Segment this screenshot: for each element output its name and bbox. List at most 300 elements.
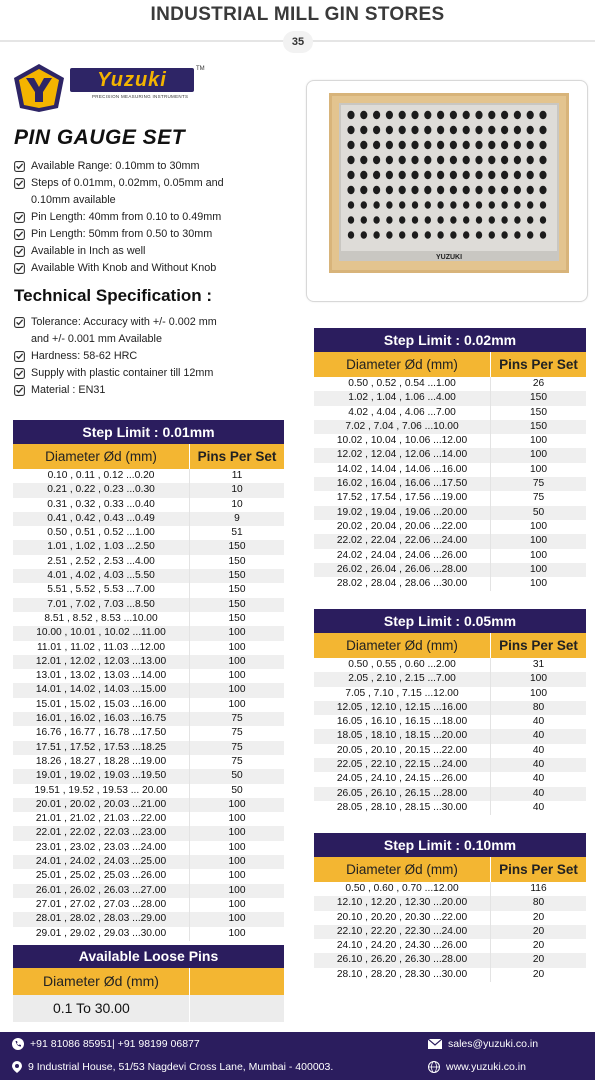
table-row bbox=[13, 555, 284, 569]
pins-cell: 100 bbox=[189, 898, 284, 912]
table-row bbox=[314, 506, 586, 520]
table-row bbox=[13, 826, 284, 840]
feature-item bbox=[14, 243, 304, 260]
pins-cell: 100 bbox=[189, 626, 284, 640]
checkbox-check-icon bbox=[14, 178, 25, 189]
table-row bbox=[13, 540, 284, 554]
table-row bbox=[13, 784, 284, 798]
pins-cell: 50 bbox=[189, 769, 284, 783]
pin-hole bbox=[386, 186, 393, 194]
pins-cell: 75 bbox=[189, 726, 284, 740]
table-title: Step Limit : 0.02mm bbox=[314, 328, 586, 352]
pin-hole bbox=[476, 216, 482, 224]
feature-item bbox=[14, 158, 304, 175]
pin-hole bbox=[424, 156, 431, 164]
table-row bbox=[314, 448, 586, 462]
pin-hole bbox=[450, 201, 456, 209]
pin-hole bbox=[386, 171, 393, 179]
diameter-cell: 19.02 , 19.04 , 19.06 ...20.00 bbox=[314, 506, 490, 520]
feature-list bbox=[14, 158, 304, 277]
diameter-cell: 28.05 , 28.10 , 28.15 ...30.00 bbox=[314, 801, 490, 815]
pins-cell: 50 bbox=[490, 506, 586, 520]
store-name: INDUSTRIAL MILL GIN STORES bbox=[150, 4, 445, 25]
feature-text: Available With Knob and Without Knob bbox=[31, 262, 217, 274]
pin-hole bbox=[360, 186, 367, 194]
pin-hole bbox=[347, 126, 354, 134]
pins-cell: 20 bbox=[490, 968, 586, 982]
pin-hole bbox=[373, 216, 379, 224]
table-row bbox=[314, 953, 586, 967]
pin-hole bbox=[347, 171, 354, 179]
pin-hole bbox=[360, 141, 367, 149]
diameter-cell: 10.00 , 10.01 , 10.02 ...11.00 bbox=[13, 626, 189, 640]
feature-text: Pin Length: 50mm from 0.50 to 30mm bbox=[31, 228, 213, 240]
pin-hole bbox=[539, 186, 546, 194]
pins-column-header: Pins Per Set bbox=[490, 352, 586, 377]
pin-hole bbox=[539, 111, 546, 119]
tech-item bbox=[14, 314, 304, 331]
pins-cell: 100 bbox=[490, 672, 586, 686]
diameter-cell: 24.05 , 24.10 , 24.15 ...26.00 bbox=[314, 772, 490, 786]
table-row bbox=[13, 927, 284, 941]
diameter-cell: 25.01 , 25.02 , 25.03 ...26.00 bbox=[13, 869, 189, 883]
table-row bbox=[13, 869, 284, 883]
tech-item bbox=[14, 382, 304, 399]
tech-text: Supply with plastic container till 12mm bbox=[31, 367, 214, 379]
pin-hole bbox=[514, 171, 521, 179]
pin-hole bbox=[501, 186, 508, 194]
pin-hole bbox=[514, 216, 520, 224]
table-row bbox=[13, 598, 284, 612]
diameter-cell: 12.05 , 12.10 , 12.15 ...16.00 bbox=[314, 701, 490, 715]
pin-hole bbox=[424, 141, 431, 149]
pin-hole bbox=[373, 141, 380, 149]
step-0-10-table bbox=[314, 833, 586, 982]
pins-cell: 100 bbox=[490, 463, 586, 477]
pins-cell: 100 bbox=[189, 826, 284, 840]
pin-hole bbox=[488, 126, 495, 134]
diameter-column-header: Diameter Ød (mm) bbox=[314, 633, 490, 658]
pin-hole bbox=[411, 111, 418, 119]
diameter-cell: 22.02 , 22.04 , 22.06 ...24.00 bbox=[314, 534, 490, 548]
pins-cell: 40 bbox=[490, 787, 586, 801]
pin-hole bbox=[399, 156, 406, 164]
pin-hole bbox=[475, 186, 482, 194]
pins-cell: 100 bbox=[490, 687, 586, 701]
pins-cell: 100 bbox=[490, 448, 586, 462]
pins-cell: 75 bbox=[490, 491, 586, 505]
tech-item bbox=[14, 348, 304, 365]
pins-cell: 50 bbox=[189, 784, 284, 798]
pins-cell: 150 bbox=[189, 540, 284, 554]
table-row bbox=[13, 569, 284, 583]
diameter-cell: 7.02 , 7.04 , 7.06 ...10.00 bbox=[314, 420, 490, 434]
pin-hole bbox=[437, 126, 444, 134]
pin-hole bbox=[399, 126, 406, 134]
pins-cell: 75 bbox=[189, 712, 284, 726]
pin-hole bbox=[540, 216, 546, 224]
pins-cell: 100 bbox=[490, 534, 586, 548]
pin-hole bbox=[347, 111, 354, 119]
checkbox-check-icon bbox=[14, 263, 25, 274]
table-row bbox=[314, 882, 586, 896]
pin-hole bbox=[399, 171, 406, 179]
pins-cell: 150 bbox=[189, 555, 284, 569]
pin-hole bbox=[360, 111, 367, 119]
pin-gauge-box-image bbox=[329, 93, 569, 273]
pins-cell: 31 bbox=[490, 658, 586, 672]
pin-hole bbox=[527, 186, 534, 194]
pin-hole bbox=[347, 141, 354, 149]
table-title: Step Limit : 0.05mm bbox=[314, 609, 586, 633]
table-title: Step Limit : 0.01mm bbox=[13, 420, 284, 444]
pin-hole bbox=[476, 201, 482, 209]
pins-cell: 150 bbox=[490, 406, 586, 420]
pins-column-header: Pins Per Set bbox=[490, 857, 586, 882]
pin-hole bbox=[488, 111, 495, 119]
diameter-cell: 17.51 , 17.52 , 17.53 ...18.25 bbox=[13, 741, 189, 755]
brand-name: Yuzuki bbox=[70, 68, 194, 92]
table-row bbox=[13, 626, 284, 640]
pin-hole bbox=[501, 216, 507, 224]
table-row bbox=[314, 377, 586, 391]
globe-icon bbox=[428, 1061, 440, 1073]
pins-cell: 10 bbox=[189, 498, 284, 512]
feature-text: Available Range: 0.10mm to 30mm bbox=[31, 160, 200, 172]
pins-cell: 75 bbox=[189, 755, 284, 769]
pin-hole bbox=[475, 126, 482, 134]
pin-hole bbox=[424, 171, 431, 179]
pins-cell: 150 bbox=[189, 598, 284, 612]
table-row bbox=[13, 841, 284, 855]
pin-hole bbox=[539, 171, 546, 179]
pin-hole bbox=[425, 231, 431, 239]
pin-hole bbox=[501, 231, 507, 239]
pins-cell: 10 bbox=[189, 483, 284, 497]
pin-hole bbox=[425, 201, 431, 209]
checkbox-check-icon bbox=[14, 161, 25, 172]
diameter-cell: 22.10 , 22.20 , 22.30 ...24.00 bbox=[314, 925, 490, 939]
tech-item bbox=[14, 365, 304, 382]
pins-cell: 100 bbox=[189, 841, 284, 855]
pin-hole bbox=[411, 186, 418, 194]
table-body bbox=[314, 658, 586, 815]
pin-hole bbox=[527, 156, 534, 164]
pin-hole bbox=[361, 216, 367, 224]
brand-trademark: TM bbox=[196, 66, 205, 72]
table-body bbox=[13, 469, 284, 941]
pins-cell: 40 bbox=[490, 715, 586, 729]
email-line bbox=[428, 1038, 538, 1050]
pins-cell: 116 bbox=[490, 882, 586, 896]
diameter-cell: 22.01 , 22.02 , 22.03 ...23.00 bbox=[13, 826, 189, 840]
pin-hole bbox=[488, 156, 495, 164]
pins-cell: 100 bbox=[189, 669, 284, 683]
table-row bbox=[314, 758, 586, 772]
pins-cell: 150 bbox=[490, 420, 586, 434]
table-body bbox=[314, 882, 586, 982]
pin-hole bbox=[527, 201, 533, 209]
table-row bbox=[314, 534, 586, 548]
pins-cell: 20 bbox=[490, 911, 586, 925]
diameter-cell: 12.02 , 12.04 , 12.06 ...14.00 bbox=[314, 448, 490, 462]
pins-cell: 51 bbox=[189, 526, 284, 540]
pin-hole bbox=[373, 186, 380, 194]
pin-hole bbox=[450, 141, 457, 149]
pin-hole bbox=[386, 201, 392, 209]
table-row bbox=[13, 769, 284, 783]
diameter-cell: 7.05 , 7.10 , 7.15 ...12.00 bbox=[314, 687, 490, 701]
pin-hole bbox=[373, 126, 380, 134]
step-0-01-table bbox=[13, 420, 284, 941]
pins-cell: 100 bbox=[189, 927, 284, 941]
table-row bbox=[314, 939, 586, 953]
diameter-cell: 26.01 , 26.02 , 26.03 ...27.00 bbox=[13, 884, 189, 898]
pin-hole bbox=[347, 156, 354, 164]
diameter-cell: 0.50 , 0.55 , 0.60 ...2.00 bbox=[314, 658, 490, 672]
page-header bbox=[0, 0, 595, 48]
feature-text: Available in Inch as well bbox=[31, 245, 146, 257]
website-url[interactable]: www.yuzuki.co.in bbox=[446, 1061, 526, 1073]
pin-hole bbox=[399, 186, 406, 194]
table-row bbox=[13, 641, 284, 655]
table-row bbox=[314, 715, 586, 729]
pins-cell: 100 bbox=[189, 855, 284, 869]
pin-hole bbox=[386, 141, 393, 149]
diameter-cell: 4.02 , 4.04 , 4.06 ...7.00 bbox=[314, 406, 490, 420]
contact-footer bbox=[0, 1032, 595, 1080]
table-row bbox=[314, 463, 586, 477]
pins-cell: 80 bbox=[490, 701, 586, 715]
diameter-cell: 0.50 , 0.60 , 0.70 ...12.00 bbox=[314, 882, 490, 896]
pin-hole bbox=[527, 111, 534, 119]
diameter-cell: 14.02 , 14.04 , 14.06 ...16.00 bbox=[314, 463, 490, 477]
feature-item bbox=[14, 260, 304, 277]
pin-hole bbox=[437, 201, 443, 209]
pin-hole bbox=[399, 231, 405, 239]
pin-hole bbox=[489, 231, 495, 239]
table-row bbox=[13, 884, 284, 898]
website-line bbox=[428, 1061, 526, 1073]
pin-hole bbox=[437, 171, 444, 179]
diameter-cell: 8.51 , 8.52 , 8.53 ...10.00 bbox=[13, 612, 189, 626]
pin-hole bbox=[514, 186, 521, 194]
table-body bbox=[314, 377, 586, 591]
tech-item bbox=[14, 331, 304, 348]
tech-text: Hardness: 58-62 HRC bbox=[31, 350, 138, 362]
pin-hole bbox=[527, 216, 533, 224]
diameter-cell: 0.50 , 0.52 , 0.54 ...1.00 bbox=[314, 377, 490, 391]
pin-hole bbox=[489, 201, 495, 209]
step-0-02-table bbox=[314, 328, 586, 591]
feature-item bbox=[14, 192, 304, 209]
table-row bbox=[314, 549, 586, 563]
pins-cell: 9 bbox=[189, 512, 284, 526]
pin-hole bbox=[411, 141, 418, 149]
diameter-column-header: Diameter Ød (mm) bbox=[314, 352, 490, 377]
table-row bbox=[314, 744, 586, 758]
diameter-cell: 19.01 , 19.02 , 19.03 ...19.50 bbox=[13, 769, 189, 783]
diameter-cell: 14.01 , 14.02 , 14.03 ...15.00 bbox=[13, 683, 189, 697]
diameter-cell: 12.01 , 12.02 , 12.03 ...13.00 bbox=[13, 655, 189, 669]
pin-hole bbox=[411, 171, 418, 179]
pin-hole bbox=[386, 231, 392, 239]
table-row bbox=[314, 787, 586, 801]
pins-cell: 40 bbox=[490, 772, 586, 786]
pins-cell: 100 bbox=[189, 698, 284, 712]
pin-hole bbox=[514, 111, 521, 119]
table-row bbox=[13, 726, 284, 740]
pin-hole bbox=[399, 141, 406, 149]
pins-cell: 100 bbox=[189, 884, 284, 898]
feature-text: Pin Length: 40mm from 0.10 to 0.49mm bbox=[31, 211, 222, 223]
pins-cell: 40 bbox=[490, 729, 586, 743]
pin-hole bbox=[373, 111, 380, 119]
pin-hole bbox=[360, 126, 367, 134]
table-row bbox=[314, 772, 586, 786]
table-row bbox=[314, 577, 586, 591]
pin-hole bbox=[348, 231, 354, 239]
pin-hole bbox=[501, 171, 508, 179]
loose-pins-header-blank bbox=[189, 968, 284, 995]
pin-hole bbox=[437, 156, 444, 164]
loose-pins-value-blank bbox=[189, 995, 284, 1022]
diameter-cell: 21.01 , 21.02 , 21.03 ...22.00 bbox=[13, 812, 189, 826]
pin-hole bbox=[425, 216, 431, 224]
pins-cell: 100 bbox=[189, 655, 284, 669]
feature-item bbox=[14, 175, 304, 192]
table-row bbox=[13, 512, 284, 526]
diameter-cell: 16.05 , 16.10 , 16.15 ...18.00 bbox=[314, 715, 490, 729]
diameter-cell: 20.10 , 20.20 , 20.30 ...22.00 bbox=[314, 911, 490, 925]
pin-hole bbox=[386, 126, 393, 134]
diameter-cell: 27.01 , 27.02 , 27.03 ...28.00 bbox=[13, 898, 189, 912]
table-row bbox=[314, 801, 586, 815]
pin-hole bbox=[411, 126, 418, 134]
diameter-cell: 20.01 , 20.02 , 20.03 ...21.00 bbox=[13, 798, 189, 812]
pin-hole bbox=[386, 111, 393, 119]
product-photo-frame bbox=[306, 80, 588, 302]
pin-hole bbox=[411, 156, 418, 164]
pin-hole bbox=[501, 111, 508, 119]
pin-hole bbox=[514, 231, 520, 239]
address-text: 9 Industrial House, 51/53 Nagdevi Cross Lane, Mumbai - 400003. bbox=[28, 1061, 334, 1073]
pins-column-header: Pins Per Set bbox=[490, 633, 586, 658]
pins-cell: 100 bbox=[490, 434, 586, 448]
pin-hole bbox=[373, 201, 379, 209]
page-number: 35 bbox=[283, 31, 313, 53]
diameter-cell: 16.01 , 16.02 , 16.03 ...16.75 bbox=[13, 712, 189, 726]
diameter-cell: 29.01 , 29.02 , 29.03 ...30.00 bbox=[13, 927, 189, 941]
diameter-cell: 20.02 , 20.04 , 20.06 ...22.00 bbox=[314, 520, 490, 534]
email-address[interactable]: sales@yuzuki.co.in bbox=[448, 1038, 539, 1050]
pins-cell: 100 bbox=[490, 563, 586, 577]
loose-pins-title: Available Loose Pins bbox=[13, 945, 284, 968]
diameter-cell: 12.10 , 12.20 , 12.30 ...20.00 bbox=[314, 896, 490, 910]
product-title: PIN GAUGE SET bbox=[14, 126, 186, 149]
diameter-cell: 0.31 , 0.32 , 0.33 ...0.40 bbox=[13, 498, 189, 512]
diameter-column-header: Diameter Ød (mm) bbox=[13, 444, 189, 469]
diameter-cell: 22.05 , 22.10 , 22.15 ...24.00 bbox=[314, 758, 490, 772]
diameter-cell: 1.01 , 1.02 , 1.03 ...2.50 bbox=[13, 540, 189, 554]
pin-hole bbox=[450, 171, 457, 179]
pin-hole bbox=[527, 171, 534, 179]
tech-spec-list bbox=[14, 314, 304, 399]
table-row bbox=[314, 391, 586, 405]
pin-hole bbox=[463, 171, 470, 179]
tech-text: Material : EN31 bbox=[31, 384, 106, 396]
diameter-cell: 13.01 , 13.02 , 13.03 ...14.00 bbox=[13, 669, 189, 683]
pin-hole bbox=[399, 216, 405, 224]
diameter-cell: 24.02 , 24.04 , 24.06 ...26.00 bbox=[314, 549, 490, 563]
tech-text: Tolerance: Accuracy with +/- 0.002 mm bbox=[31, 316, 217, 328]
diameter-cell: 18.26 , 18.27 , 18.28 ...19.00 bbox=[13, 755, 189, 769]
table-row bbox=[314, 658, 586, 672]
pin-hole bbox=[450, 156, 457, 164]
diameter-cell: 2.51 , 2.52 , 2.53 ...4.00 bbox=[13, 555, 189, 569]
pin-hole bbox=[476, 231, 482, 239]
diameter-cell: 26.02 , 26.04 , 26.06 ...28.00 bbox=[314, 563, 490, 577]
pins-cell: 150 bbox=[189, 569, 284, 583]
pins-cell: 100 bbox=[189, 912, 284, 926]
diameter-cell: 16.02 , 16.04 , 16.06 ...17.50 bbox=[314, 477, 490, 491]
pin-hole bbox=[437, 216, 443, 224]
pins-cell: 100 bbox=[189, 641, 284, 655]
tech-text: and +/- 0.001 mm Available bbox=[31, 333, 162, 345]
checkbox-check-icon bbox=[14, 385, 25, 396]
table-row bbox=[314, 672, 586, 686]
table-row bbox=[13, 469, 284, 483]
pin-hole bbox=[463, 186, 470, 194]
pin-hole bbox=[361, 231, 367, 239]
pin-hole bbox=[412, 201, 418, 209]
diameter-cell: 20.05 , 20.10 , 20.15 ...22.00 bbox=[314, 744, 490, 758]
pins-cell: 100 bbox=[189, 812, 284, 826]
diameter-cell: 24.10 , 24.20 , 24.30 ...26.00 bbox=[314, 939, 490, 953]
pin-hole bbox=[527, 141, 534, 149]
diameter-cell: 26.10 , 26.20 , 26.30 ...28.00 bbox=[314, 953, 490, 967]
table-row bbox=[314, 563, 586, 577]
pin-hole bbox=[514, 201, 520, 209]
pins-cell: 100 bbox=[189, 683, 284, 697]
pin-hole bbox=[424, 186, 431, 194]
pin-hole bbox=[360, 156, 367, 164]
table-row bbox=[13, 483, 284, 497]
pin-hole bbox=[412, 216, 418, 224]
pin-hole bbox=[424, 111, 431, 119]
pins-cell: 75 bbox=[490, 477, 586, 491]
pins-cell: 100 bbox=[490, 549, 586, 563]
diameter-cell: 17.52 , 17.54 , 17.56 ...19.00 bbox=[314, 491, 490, 505]
pin-hole bbox=[437, 111, 444, 119]
pins-cell: 100 bbox=[189, 869, 284, 883]
pins-cell: 150 bbox=[189, 612, 284, 626]
pin-hole bbox=[539, 156, 546, 164]
pin-hole bbox=[450, 111, 457, 119]
pin-hole bbox=[463, 111, 470, 119]
pin-hole bbox=[437, 186, 444, 194]
pin-hole bbox=[527, 231, 533, 239]
table-row bbox=[314, 911, 586, 925]
loose-pins-column-header: Diameter Ød (mm) bbox=[13, 968, 189, 995]
table-row bbox=[13, 655, 284, 669]
pin-hole bbox=[437, 141, 444, 149]
feature-item bbox=[14, 209, 304, 226]
pins-cell: 20 bbox=[490, 939, 586, 953]
pin-hole bbox=[373, 231, 379, 239]
checkbox-check-icon bbox=[14, 229, 25, 240]
pin-hole bbox=[399, 201, 405, 209]
